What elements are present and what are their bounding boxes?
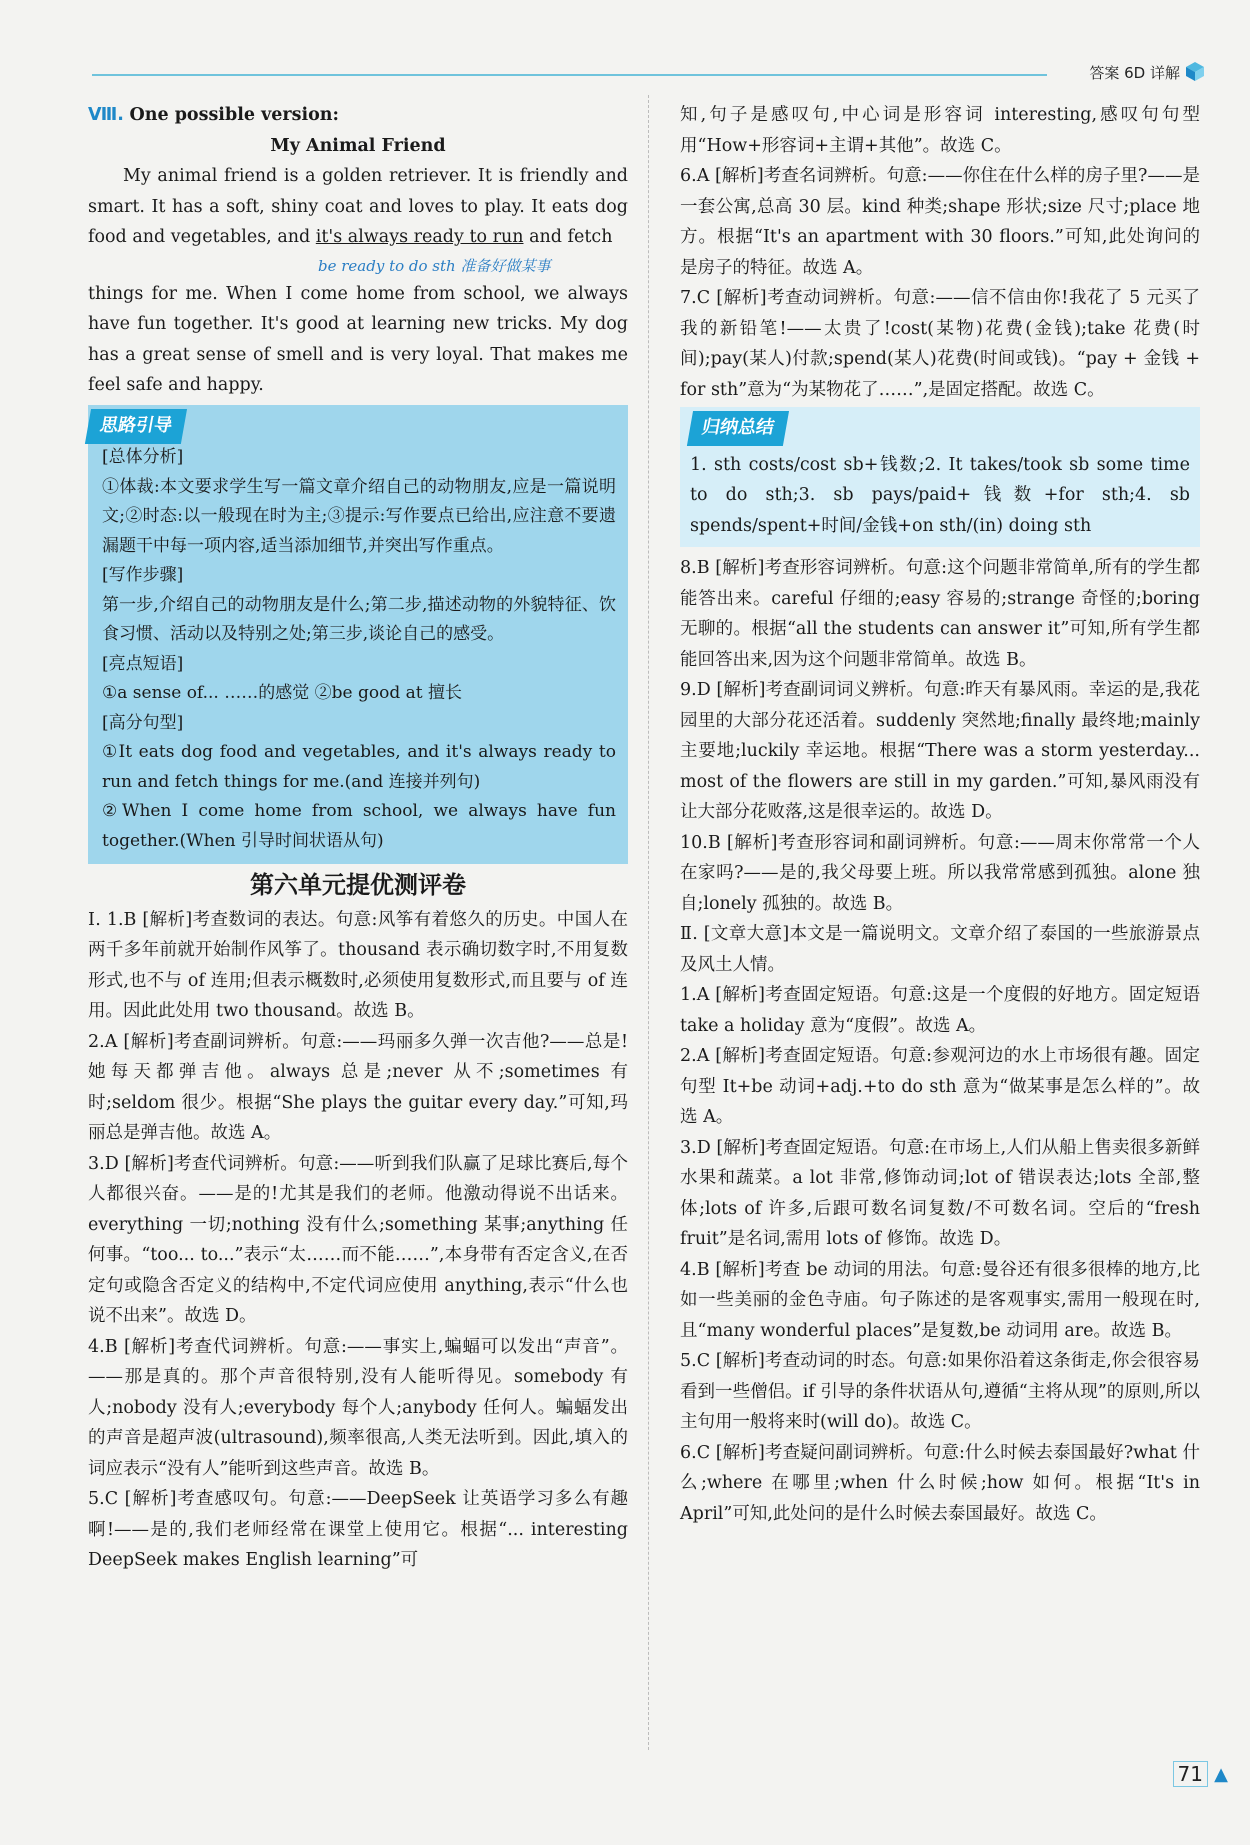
summary-title: 归纳总结 [687, 411, 789, 446]
header-rule [92, 74, 1047, 76]
answer-item: 8.B [解析]考查形容词辨析。句意:这个问题非常简单,所有的学生都能答出来。careful 仔细的;easy 容易的;strange 奇怪的;boring 无聊的。根据“all the students can answer it”可知,所有学生都能回答出来,因为这个问题非常简单。故选 B。 [680, 558, 1200, 670]
answer-item: 9.D [解析]考查副词词义辨析。句意:昨天有暴风雨。幸运的是,我花园里的大部分花还活着。suddenly 突然地;finally 最终地;mainly 主要地;luckily 幸运地。根据“There was a storm yesterday... most of the flowers are still in my garden.”可知,暴风雨没有让大部分花败落,这是很幸运的。故选 D。 [680, 680, 1200, 822]
guide-line: [亮点短语] [102, 653, 184, 674]
guide-line: ①a sense of... ……的感觉 ②be good at 擅长 [102, 683, 462, 703]
section-heading: One possible version: [129, 105, 339, 125]
essay-underlined-phrase: it's always ready to run [315, 227, 524, 247]
essay-text-b: and fetch [523, 227, 613, 247]
summary-box [680, 407, 1200, 547]
column-divider [648, 95, 649, 1750]
guide-line: [高分句型] [102, 712, 184, 733]
answer-item: 10.B [解析]考查形容词和副词辨析。句意:——周末你常常一个人在家吗?——是的,我父母要上班。所以我常常感到孤独。alone 独自;lonely 孤独的。故选 B。 [680, 832, 1200, 914]
summary-text: 1. sth costs/cost sb+钱数;2. It takes/took sb some time to do sth;3. sb pays/paid+钱数+for sth;4. sb spends/spent+时间/金钱+on sth/(in) doing sth [690, 454, 1190, 536]
answer-item: 5.C [解析]考查感叹句。句意:——DeepSeek 让英语学习多么有趣啊!——是的,我们老师经常在课堂上使用它。根据“... interesting DeepSeek makes English learning”可 [88, 1489, 628, 1570]
answer-item: 2.A [解析]考查固定短语。句意:参观河边的水上市场很有趣。固定句型 It+be 动词+adj.+to do sth 意为“做某事是怎么样的”。故选 A。 [680, 1046, 1200, 1127]
section-number: Ⅷ. [88, 105, 124, 125]
answer-item: 4.B [解析]考查代词辨析。句意:——事实上,蝙蝠可以发出“声音”。——那是真的。那个声音很特别,没有人能听得见。somebody 有人;nobody 没有人;everybody 每个人;anybody 任何人。蝙蝠发出的声音是超声波(ultrasound),频率很高,人类无法听到。因此,填入的词应表示“没有人”能听到这些声音。故选 B。 [88, 1336, 628, 1479]
essay-title: My Animal Friend [270, 135, 446, 156]
answer-item: 4.B [解析]考查 be 动词的用法。句意:曼谷还有很多很棒的地方,比如一些美丽的金色寺庙。句子陈述的是客观事实,需用一般现在时,且“many wonderful places”是复数,be 动词用 are。故选 B。 [680, 1259, 1200, 1341]
guide-line: ①It eats dog food and vegetables, and it's always ready to run and fetch things for me.(and 连接并列句) [102, 742, 616, 792]
arrow-up-icon: ▲ [1214, 1764, 1228, 1785]
handwritten-note: be ready to do sth 准备好做某事 [318, 256, 551, 275]
guide-line: [总体分析] [102, 447, 184, 467]
answer-item: 3.D [解析]考查固定短语。句意:在市场上,人们从船上售卖很多新鲜水果和蔬菜。a lot 非常,修饰动词;lot of 错误表达;lots 全部,整体;lots of 许多,后跟可数名词复数/不可数名词。空后的“fresh fruit”是名词,需用 lots of 修饰。故选 D。 [680, 1137, 1200, 1249]
guide-line: ②When I come home from school, we always have fun together.(When 引导时间状语从句) [102, 801, 616, 851]
page-number: 71 [1173, 1761, 1208, 1787]
cube-icon [1184, 60, 1206, 82]
left-column [88, 100, 628, 1576]
answer-item: 6.A [解析]考查名词辨析。句意:——你住在什么样的房子里?——是一套公寓,总高 30 层。kind 种类;shape 形状;size 尺寸;place 地方。根据“It's an apartment with 30 floors.”可知,此处询问的是房子的特征。故选 A。 [680, 166, 1200, 278]
answer-item-continued: 知,句子是感叹句,中心词是形容词 interesting,感叹句句型用“How+形容词+主谓+其他”。故选 C。 [680, 105, 1200, 156]
guide-line: 第一步,介绍自己的动物朋友是什么;第二步,描述动物的外貌特征、饮食习惯、活动以及特别之处;第三步,谈论自己的感受。 [102, 594, 616, 644]
unit-test-title: 第六单元提优测评卷 [250, 871, 466, 899]
essay-text: My animal friend is a golden retriever. It is friendly and smart. It has a soft, shiny coat and loves to play. It eats dog food and vegetables, and [88, 166, 628, 247]
answer-item: 1.A [解析]考查固定短语。句意:这是一个度假的好地方。固定短语 take a holiday 意为“度假”。故选 A。 [680, 985, 1200, 1036]
answer-item: 6.C [解析]考查疑问副词辨析。句意:什么时候去泰国最好?what 什么;where 在哪里;when 什么时候;how 如何。根据“It's in April”可知,此处问的是什么时候去泰国最好。故选 C。 [680, 1442, 1200, 1524]
answer-item: 7.C [解析]考查动词辨析。句意:——信不信由你!我花了 5 元买了我的新铅笔!——太贵了!cost(某物)花费(金钱);take 花费(时间);pay(某人)付款;spend(某人)花费(时间或钱)。“pay + 金钱 + for sth”意为“为某物花了……”,是固定搭配。故选 C。 [680, 288, 1200, 400]
right-column [680, 100, 1200, 1529]
answer-item: 5.C [解析]考查动词的时态。句意:如果你沿着这条街走,你会很容易看到一些僧侣。if 引导的条件状语从句,遵循“主将从现”的原则,所以主句用一般将来时(will do)。故选 C。 [680, 1351, 1200, 1432]
essay-paragraph [88, 161, 628, 253]
guide-line: [写作步骤] [102, 565, 184, 585]
answer-item: Ⅰ. 1.B [解析]考查数词的表达。句意:风筝有着悠久的历史。中国人在两千多年前就开始制作风筝了。thousand 表示确切数字时,不用复数形式,也不与 of 连用;但表示概数时,必须使用复数形式,而且要与 of 连用。因此此处用 two thousand。故选 B。 [88, 909, 628, 1021]
writing-guide-box [88, 405, 628, 865]
guide-line: ①体裁:本文要求学生写一篇文章介绍自己的动物朋友,应是一篇说明文;②时态:以一般现在时为主;③提示:写作要点已给出,应注意不要遗漏题干中每一项内容,适当添加细节,并突出写作重点。 [102, 476, 616, 556]
answer-item: 2.A [解析]考查副词辨析。句意:——玛丽多久弹一次吉他?——总是!她每天都弹吉他。always 总是;never 从不;sometimes 有时;seldom 很少。根据“She plays the guitar every day.”可知,玛丽总是弹吉他。故选 A。 [88, 1031, 628, 1143]
writing-guide-title: 思路引导 [85, 409, 187, 444]
passage-summary: Ⅱ. [文章大意]本文是一篇说明文。文章介绍了泰国的一些旅游景点及风土人情。 [680, 924, 1200, 975]
header-title: 答案 6D 详解 [1089, 64, 1180, 82]
answer-item: 3.D [解析]考查代词辨析。句意:——听到我们队赢了足球比赛后,每个人都很兴奋。——是的!尤其是我们的老师。他激动得说不出话来。everything 一切;nothing 没有什么;something 某事;anything 任何事。“too... to...”表示“太……而不能……”,本身带有否定含义,在否定句或隐含否定义的结构中,不定代词应使用 anything,表示“什么也说不出来”。故选 D。 [88, 1153, 628, 1326]
essay-paragraph-continued: things for me. When I come home from school, we always have fun together. It's good at learning new tricks. My dog has a great sense of smell and is very loyal. That makes me feel safe and happy. [88, 283, 628, 395]
